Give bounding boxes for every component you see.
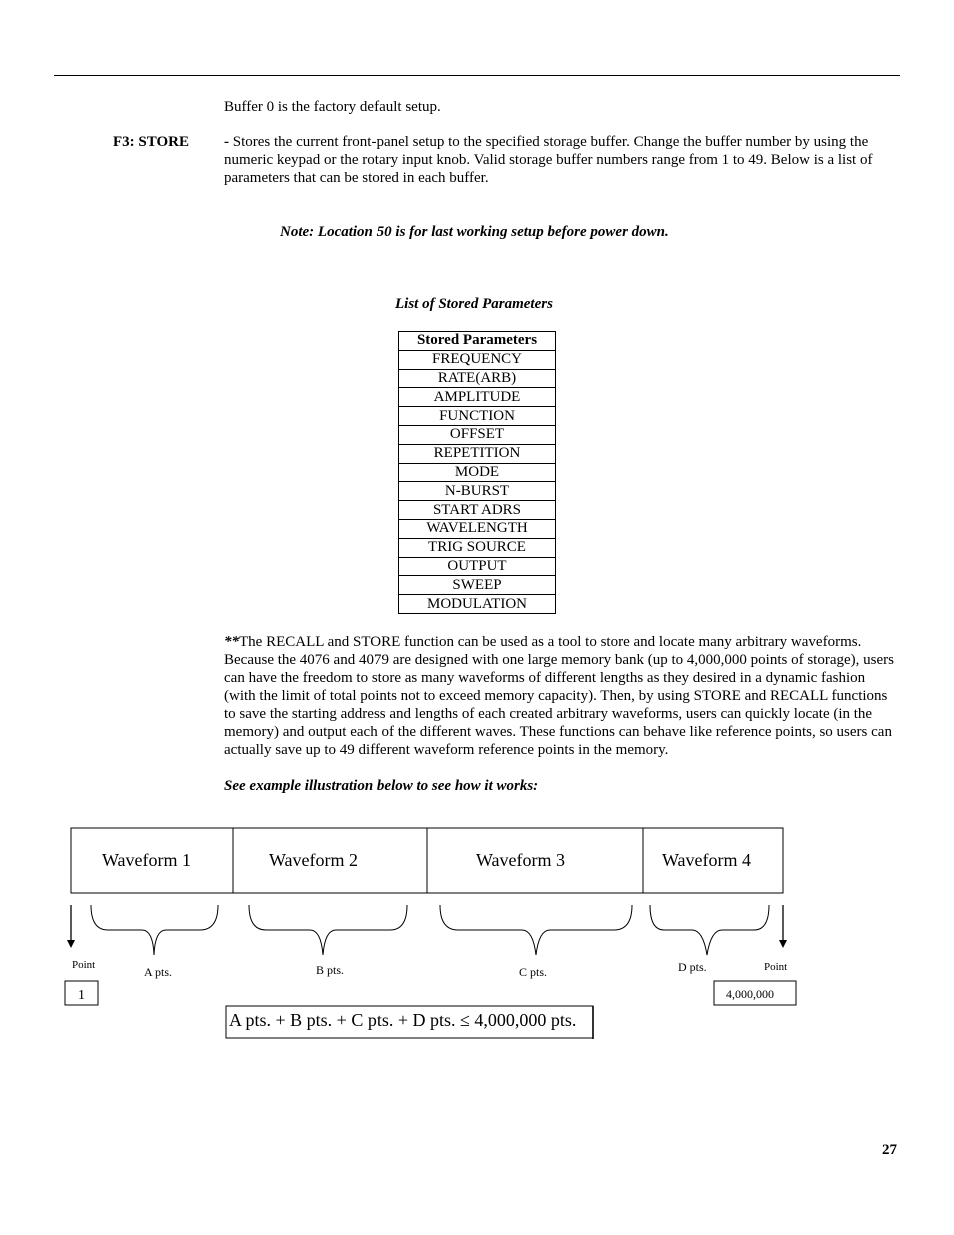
- table-row: [399, 425, 556, 444]
- table-row: [399, 444, 556, 463]
- parameter-cell: FREQUENCY: [399, 350, 556, 369]
- end-point-label: Point: [764, 961, 788, 973]
- table-row: [399, 388, 556, 407]
- parameter-cell: OUTPUT: [399, 557, 556, 576]
- brace-b: [249, 905, 407, 955]
- parameter-cell: WAVELENGTH: [399, 519, 556, 538]
- store-label: F3: STORE: [113, 134, 189, 150]
- table-caption: List of Stored Parameters: [395, 296, 553, 312]
- stored-parameters-table: [398, 331, 556, 614]
- table-row: [399, 576, 556, 595]
- example-heading: See example illustration below to see how it works:: [224, 778, 539, 794]
- page-number: 27: [882, 1142, 897, 1158]
- parameter-cell: REPETITION: [399, 444, 556, 463]
- table-row: [399, 595, 556, 614]
- parameter-cell: RATE(ARB): [399, 369, 556, 388]
- segment-label-d: D pts.: [678, 960, 707, 974]
- table-row: [399, 350, 556, 369]
- end-point-value: 4,000,000: [726, 987, 774, 1001]
- segment-label-b: B pts.: [316, 963, 345, 977]
- equation-text: A pts. + B pts. + C pts. + D pts. ≤ 4,000,000 pts.: [229, 1010, 577, 1030]
- parameter-cell: N-BURST: [399, 482, 556, 501]
- parameter-cell: TRIG SOURCE: [399, 538, 556, 557]
- table-row: [399, 369, 556, 388]
- waveform-label-3: Waveform 3: [476, 850, 566, 870]
- recall-text: The RECALL and STORE function can be used as a tool to store and locate many arbitrary waveforms. Because the 4076 and 4079 are designed with one large memory bank (up to 4,000,000 points of storage), users can have the freedom to store as many waveforms of different lengths as they desired in a dynamic fashion (with the limit of total points not to exceed memory capacity). Then, by using STORE and RECALL functions to save the starting address and lengths of each created arbitrary waveforms, users can quickly locate (in the memory) and output each of the different waves. These functions can behave like reference points, so users can actually save up to 49 different waveform reference points in the memory.: [224, 634, 894, 758]
- parameter-cell: MODE: [399, 463, 556, 482]
- segment-label-c: C pts.: [519, 965, 548, 979]
- store-description-text: Stores the current front-panel setup to the specified storage buffer. Change the buffer number by using the numeric keypad or the rotary input knob. Valid storage buffer numbers range from 1 to 49. Below is a list of parameters that can be stored in each buffer.: [224, 134, 873, 186]
- brace-d: [650, 905, 769, 955]
- table-row: [399, 482, 556, 501]
- start-point-label: Point: [72, 959, 96, 971]
- memory-diagram: [60, 820, 820, 1050]
- brace-a: [91, 905, 218, 955]
- table-row: [399, 557, 556, 576]
- table-row: [399, 519, 556, 538]
- parameter-cell: MODULATION: [399, 595, 556, 614]
- waveform-label-4: Waveform 4: [662, 850, 752, 870]
- store-description: [224, 133, 896, 187]
- waveform-label-1: Waveform 1: [102, 850, 192, 870]
- parameter-cell: AMPLITUDE: [399, 388, 556, 407]
- start-point-value: 1: [78, 988, 85, 1003]
- table-row: [399, 463, 556, 482]
- segment-label-a: A pts.: [144, 965, 173, 979]
- header-rule: [54, 75, 900, 76]
- table-header: Stored Parameters: [399, 332, 556, 351]
- recall-prefix: **: [224, 634, 239, 650]
- table-body: [399, 350, 556, 613]
- table-row: [399, 501, 556, 520]
- waveform-label-2: Waveform 2: [269, 850, 359, 870]
- recall-paragraph: [224, 633, 896, 759]
- parameter-cell: OFFSET: [399, 425, 556, 444]
- store-dash: -: [224, 134, 233, 150]
- parameter-cell: FUNCTION: [399, 407, 556, 426]
- location-note: Note: Location 50 is for last working setup before power down.: [280, 224, 669, 240]
- table-row: [399, 538, 556, 557]
- intro-text: Buffer 0 is the factory default setup.: [224, 99, 441, 115]
- brace-c: [440, 905, 632, 955]
- parameter-cell: START ADRS: [399, 501, 556, 520]
- table-row: [399, 407, 556, 426]
- parameter-cell: SWEEP: [399, 576, 556, 595]
